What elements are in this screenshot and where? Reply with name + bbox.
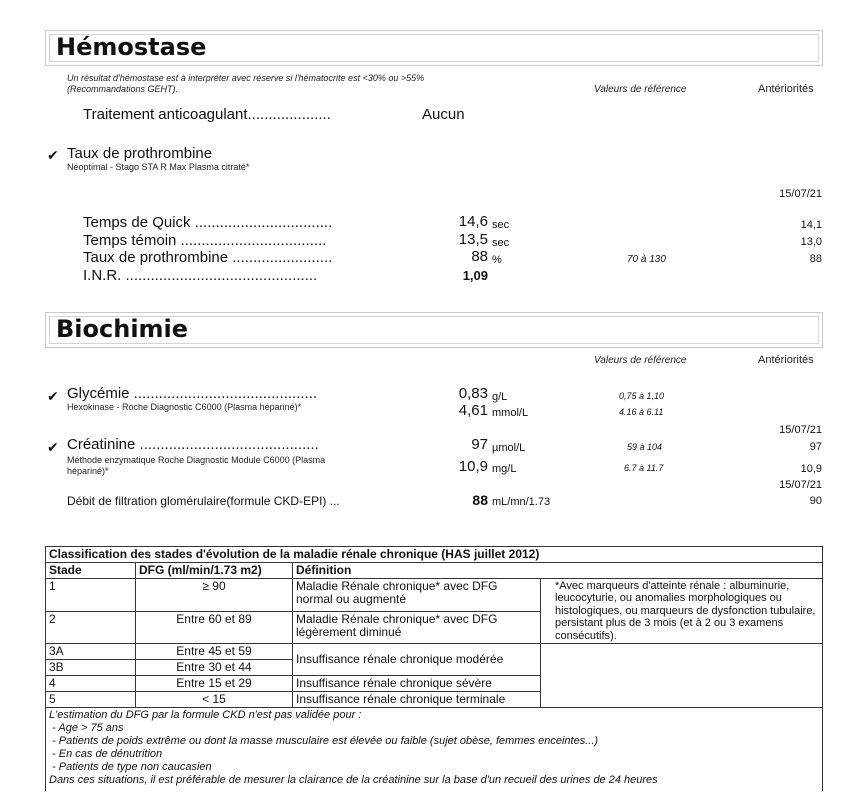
glycemie-value-mmol: 4,61 (458, 402, 488, 419)
glycemie-method: Hexokinase - Roche Diagnostic C6000 (Plasma hépariné)* (67, 402, 302, 412)
ckd-footnote-line: - Age > 75 ans (49, 722, 124, 735)
temoin-label: Temps témoin ................................... (83, 232, 327, 249)
creatinine-method-line1: Méthode enzymatique Roche Diagnostic Module C6000 (Plasma (67, 455, 326, 465)
ckd-stade-1: 1 (46, 579, 136, 612)
ckd-def-1 (293, 579, 541, 612)
ckd-empty-cell (541, 644, 823, 708)
ckd-stade-3b: 3B (46, 660, 136, 676)
hemostase-ant-header: Antériorités (758, 83, 814, 95)
glycemie-unit-gl: g/L (492, 391, 508, 403)
creatinine-unit-umol: µmol/L (492, 442, 526, 454)
tp-row-ant: 88 (809, 253, 822, 265)
ckd-header-dfg: DFG (ml/min/1.73 m2) (136, 563, 293, 579)
temoin-ant: 13,0 (800, 236, 822, 248)
tp-method: Néoptimal - Stago STA R Max Plasma citraté* (67, 162, 250, 172)
hemostase-section-header (45, 30, 823, 66)
creatinine-ant-date: 15/07/21 (779, 424, 822, 436)
ckd-def-1-line1: Maladie Rénale chronique* avec DFG (296, 579, 498, 593)
creatinine-ref-umol: 59 à 104 (627, 442, 663, 452)
glycemie-ref-mmol: 4.16 à 6.11 (619, 407, 664, 417)
dfg-ant: 90 (809, 495, 822, 507)
glycemie-check-icon: ✔ (47, 388, 59, 404)
dfg-value: 88 (472, 492, 488, 508)
quick-label: Temps de Quick ................................. (83, 214, 333, 231)
biochimie-title: Biochimie (56, 315, 189, 343)
ckd-def-4: Insuffisance rénale chronique sévère (293, 676, 541, 692)
tp-row-unit: % (492, 254, 502, 266)
creatinine-unit-mgl: mg/L (492, 463, 517, 475)
ckd-footnote-row (46, 708, 823, 792)
ckd-dfg-5: < 15 (136, 692, 293, 708)
ckd-header-stade: Stade (46, 563, 136, 579)
dfg-label: Débit de filtration glomérulaire(formule CKD-EPI) ... (67, 494, 340, 508)
ckd-header-empty (541, 563, 823, 579)
ckd-footnote-line: - Patients de type non caucasien (49, 761, 212, 774)
ckd-dfg-4: Entre 15 et 29 (136, 676, 293, 692)
ckd-marqueurs-note: *Avec marqueurs d'atteinte rénale : albuminurie, leucocyturie, ou anomalies morphologiques ou histologiques, ou marqueurs de dysfonction tubulaire, persistant plus de 3 mois (et à 2 ou 3 examens consécutifs). (541, 579, 823, 644)
glycemie-ref-gl: 0,75 à 1,10 (619, 391, 665, 401)
ckd-table-title: Classification des stades d'évolution de la maladie rénale chronique (HAS juillet 2012) (46, 547, 823, 563)
inr-label: I.N.R. .............................................. (83, 267, 318, 284)
ckd-def-3: Insuffisance rénale chronique modérée (293, 644, 541, 676)
biochimie-section-header (45, 312, 823, 348)
temoin-value: 13,5 (458, 231, 488, 248)
creatinine-check-icon: ✔ (47, 439, 59, 455)
creatinine-method-line2: hépariné)* (67, 466, 109, 476)
ckd-def-1-line2: normal ou augmenté (296, 592, 407, 606)
ckd-def-2-line1: Maladie Rénale chronique* avec DFG (296, 611, 498, 626)
ckd-def-5: Insuffisance rénale chronique terminale (293, 692, 541, 708)
creatinine-value-umol: 97 (471, 436, 488, 453)
tp-row-ref: 70 à 130 (627, 254, 666, 265)
ckd-title-row (46, 547, 823, 563)
ckd-def-2 (293, 611, 541, 644)
ckd-dfg-2: Entre 60 et 89 (136, 611, 293, 644)
ckd-footnote-line: - En cas de dénutrition (49, 748, 163, 761)
temoin-unit: sec (492, 237, 510, 249)
ckd-dfg-3a: Entre 45 et 59 (136, 644, 293, 660)
hemostase-ref-header: Valeurs de référence (594, 84, 687, 95)
hemostase-note-line2: (Recommandations GEHT). (67, 84, 179, 94)
creatinine-ant-umol: 97 (809, 441, 822, 453)
quick-value: 14,6 (458, 213, 488, 230)
quick-ant: 14,1 (800, 219, 822, 231)
inr-value: 1,09 (462, 268, 488, 283)
hemostase-note-line1: Un résultat d'hémostase est à interpréter avec réserve si l'hématocrite est <30% ou >55% (67, 73, 425, 83)
glycemie-label: Glycémie ............................................ (67, 385, 318, 402)
table-row (46, 579, 823, 612)
ckd-footnote (46, 708, 823, 792)
dfg-ant-date: 15/07/21 (779, 479, 822, 491)
tp-check-icon: ✔ (47, 147, 59, 163)
biochimie-ant-header: Antériorités (758, 354, 814, 366)
ckd-header-row (46, 563, 823, 579)
creatinine-ant-mgl: 10,9 (800, 463, 822, 475)
traitement-value: Aucun (422, 106, 465, 123)
table-row (46, 644, 823, 660)
glycemie-unit-mmol: mmol/L (492, 407, 529, 419)
ckd-dfg-1: ≥ 90 (136, 579, 293, 612)
ckd-stade-5: 5 (46, 692, 136, 708)
creatinine-ref-mgl: 6.7 à 11.7 (624, 463, 664, 473)
ckd-dfg-3b: Entre 30 et 44 (136, 660, 293, 676)
tp-row-label: Taux de prothrombine ........................ (83, 249, 333, 266)
hemostase-ant-date: 15/07/21 (779, 188, 822, 200)
ckd-classification-table (45, 546, 823, 791)
hemostase-title: Hémostase (56, 33, 207, 61)
creatinine-label: Créatinine ........................................... (67, 436, 319, 453)
quick-unit: sec (492, 219, 510, 231)
ckd-def-2-line2: légèrement diminué (296, 624, 402, 639)
ckd-stade-4: 4 (46, 676, 136, 692)
ckd-footnote-line: - Patients de poids extrême ou dont la masse musculaire est élevée ou faible (sujet obèse, femmes enceintes...) (49, 735, 599, 748)
ckd-header-definition: Définition (293, 563, 541, 579)
ckd-footnote-line: L'estimation du DFG par la formule CKD n'est pas validée pour : (49, 709, 362, 722)
tp-row-value: 88 (471, 248, 488, 265)
dfg-unit: mL/mn/1.73 (492, 496, 551, 508)
ckd-footnote-line: Dans ces situations, il est préférable de mesurer la clairance de la créatinine sur la base d'un recueil des urines de 24 heures (49, 774, 658, 787)
ckd-stade-3a: 3A (46, 644, 136, 660)
glycemie-value-gl: 0,83 (458, 385, 488, 402)
tp-title: Taux de prothrombine (67, 145, 213, 162)
biochimie-ref-header: Valeurs de référence (594, 355, 687, 366)
creatinine-value-mgl: 10,9 (458, 458, 488, 475)
ckd-stade-2: 2 (46, 611, 136, 644)
traitement-label: Traitement anticoagulant.................... (83, 106, 331, 123)
